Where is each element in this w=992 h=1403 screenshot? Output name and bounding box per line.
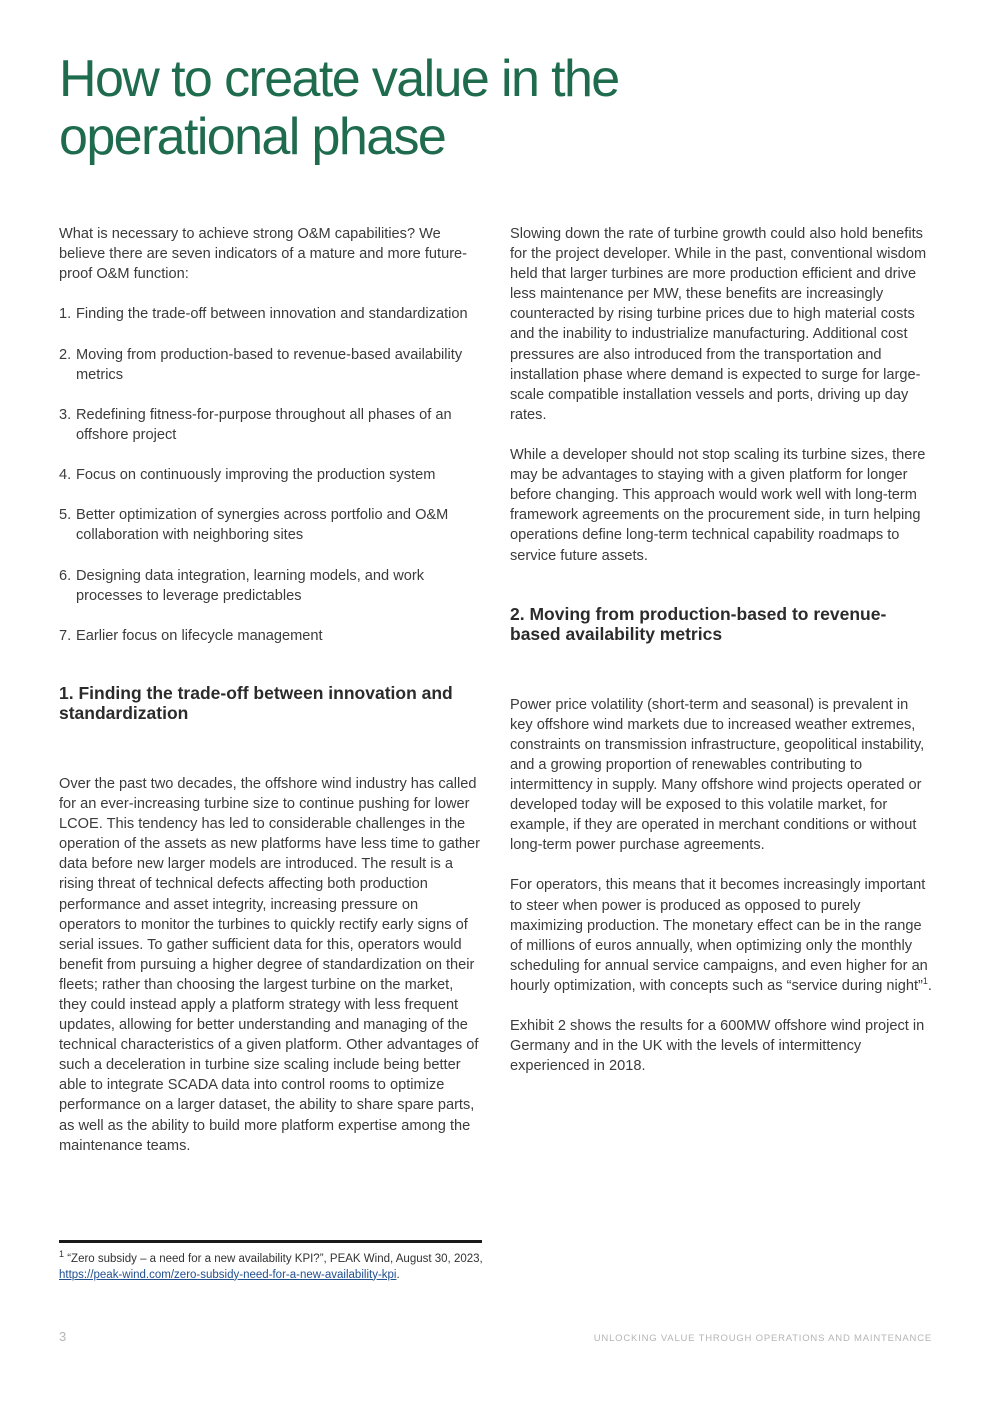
operators-text: For operators, this means that it becomes increasingly important to steer when power is produced as opposed to purely maximizing production. The monetary effect can be in the range of millions of euros annually, when optimizing only the monthly scheduling for annual service campaigns, and even higher for an hourly optimization, with concepts such as “service during night” bbox=[510, 877, 928, 994]
indicator-text: Better optimization of synergies across portfolio and O&M collaboration with neighboring sites bbox=[76, 507, 449, 544]
left-column bbox=[59, 224, 483, 1176]
operators-text-end: . bbox=[927, 977, 932, 994]
footnote-link[interactable]: https://peak-wind.com/zero-subsidy-need-for-a-new-availability-kpi bbox=[59, 1268, 397, 1281]
footnote-reference[interactable]: 1 bbox=[922, 976, 928, 987]
footnote bbox=[59, 1249, 579, 1283]
intro-paragraph: What is necessary to achieve strong O&M capabilities? We believe there are seven indicators of a mature and more future-proof O&M function: bbox=[59, 226, 468, 283]
page-title: How to create value in the operational phase bbox=[59, 50, 619, 166]
operators-paragraph bbox=[510, 875, 934, 996]
indicator-number: 6. bbox=[59, 567, 72, 584]
right-column bbox=[510, 224, 934, 1096]
scaling-paragraph: While a developer should not stop scaling its turbine sizes, there may be advantages to staying with a given platform for longer before changing. This approach would work well with long-term framework agreements on the procurement side, in turn helping operations define long-term technical capability roadmaps to service future assets. bbox=[510, 447, 926, 564]
indicator-number: 2. bbox=[59, 346, 72, 363]
indicator-number: 3. bbox=[59, 406, 72, 423]
indicator-text: Earlier focus on lifecycle management bbox=[76, 627, 323, 644]
indicator-item bbox=[59, 626, 483, 646]
indicator-number: 5. bbox=[59, 507, 72, 524]
page-number: 3 bbox=[59, 1329, 67, 1344]
indicator-number: 4. bbox=[59, 467, 72, 484]
indicator-number: 1. bbox=[59, 306, 72, 323]
section-1-body: Over the past two decades, the offshore wind industry has called for an ever-increasing turbine size to continue pushing for lower LCOE. This tendency has led to considerable challenges in the operation of the assets as new platforms have less time to gather data before new larger models are introduced. The result is a rising threat of technical defects affecting both production performance and asset integrity, increasing pressure on operators to monitor the turbines to quickly rectify early signs of serial issues. To gather sufficient data for this, operators would benefit from pursuing a higher degree of standardization on their fleets; rather than choosing the largest turbine on the market, they could instead apply a platform strategy with less frequent updates, allowing for better understanding and managing of the technical characteristics of a given platform. Other advantages of such a deceleration in turbine size scaling include being better able to integrate SCADA data into control rooms to optimize performance on a larger dataset, the ability to share spare parts, as well as the ability to build more platform expertise among the maintenance teams. bbox=[59, 775, 481, 1154]
indicator-text: Finding the trade-off between innovation and standardization bbox=[76, 306, 468, 323]
indicator-text: Redefining fitness-for-purpose throughout all phases of an offshore project bbox=[76, 406, 452, 443]
indicator-text: Focus on continuously improving the production system bbox=[76, 467, 436, 484]
section-2-heading: 2. Moving from production-based to revenue-based availability metrics bbox=[510, 603, 887, 645]
turbine-growth-paragraph: Slowing down the rate of turbine growth could also hold benefits for the project developer. While in the past, conventional wisdom held that larger turbines are more production efficient and drive less maintenance per MW, these benefits are increasingly counteracted by rising turbine prices due to high material costs and the inability to industrialize manufacturing. Additional cost pressures are also introduced from the transportation and installation phase where demand is expected to surge for large-scale compatible installation vessels and ports, driving up day rates. bbox=[510, 226, 927, 423]
footnote-text: “Zero subsidy – a need for a new availability KPI?”, PEAK Wind, August 30, 2023, bbox=[64, 1253, 483, 1265]
running-footer: UNLOCKING VALUE THROUGH OPERATIONS AND MAINTENANCE bbox=[593, 1333, 932, 1344]
footnote-divider bbox=[59, 1240, 482, 1243]
indicator-item bbox=[59, 304, 483, 324]
indicator-item bbox=[59, 465, 483, 485]
indicator-item bbox=[59, 505, 483, 545]
indicator-item bbox=[59, 566, 483, 606]
price-volatility-paragraph: Power price volatility (short-term and seasonal) is prevalent in key offshore wind markets due to increased weather extremes, constraints on transmission infrastructure, geopolitical instability, and a growing proportion of renewables contributing to intermittency in supply. Many offshore wind projects operated or developed today will be exposed to this volatile market, for example, if they are operated in merchant conditions or without long-term power purchase agreements. bbox=[510, 696, 925, 854]
exhibit-reference-paragraph: Exhibit 2 shows the results for a 600MW offshore wind project in Germany and in the UK with the levels of intermittency experienced in 2018. bbox=[510, 1018, 925, 1075]
footnote-link-end: . bbox=[396, 1268, 400, 1281]
indicator-text: Moving from production-based to revenue-based availability metrics bbox=[76, 346, 463, 383]
indicator-number: 7. bbox=[59, 627, 72, 644]
indicator-item bbox=[59, 405, 483, 445]
indicator-text: Designing data integration, learning models, and work processes to leverage predictables bbox=[76, 567, 425, 604]
indicator-item bbox=[59, 345, 483, 385]
indicator-list bbox=[59, 304, 483, 646]
footnote-marker: 1 bbox=[59, 1249, 65, 1260]
section-1-heading: 1. Finding the trade-off between innovation and standardization bbox=[59, 682, 453, 724]
